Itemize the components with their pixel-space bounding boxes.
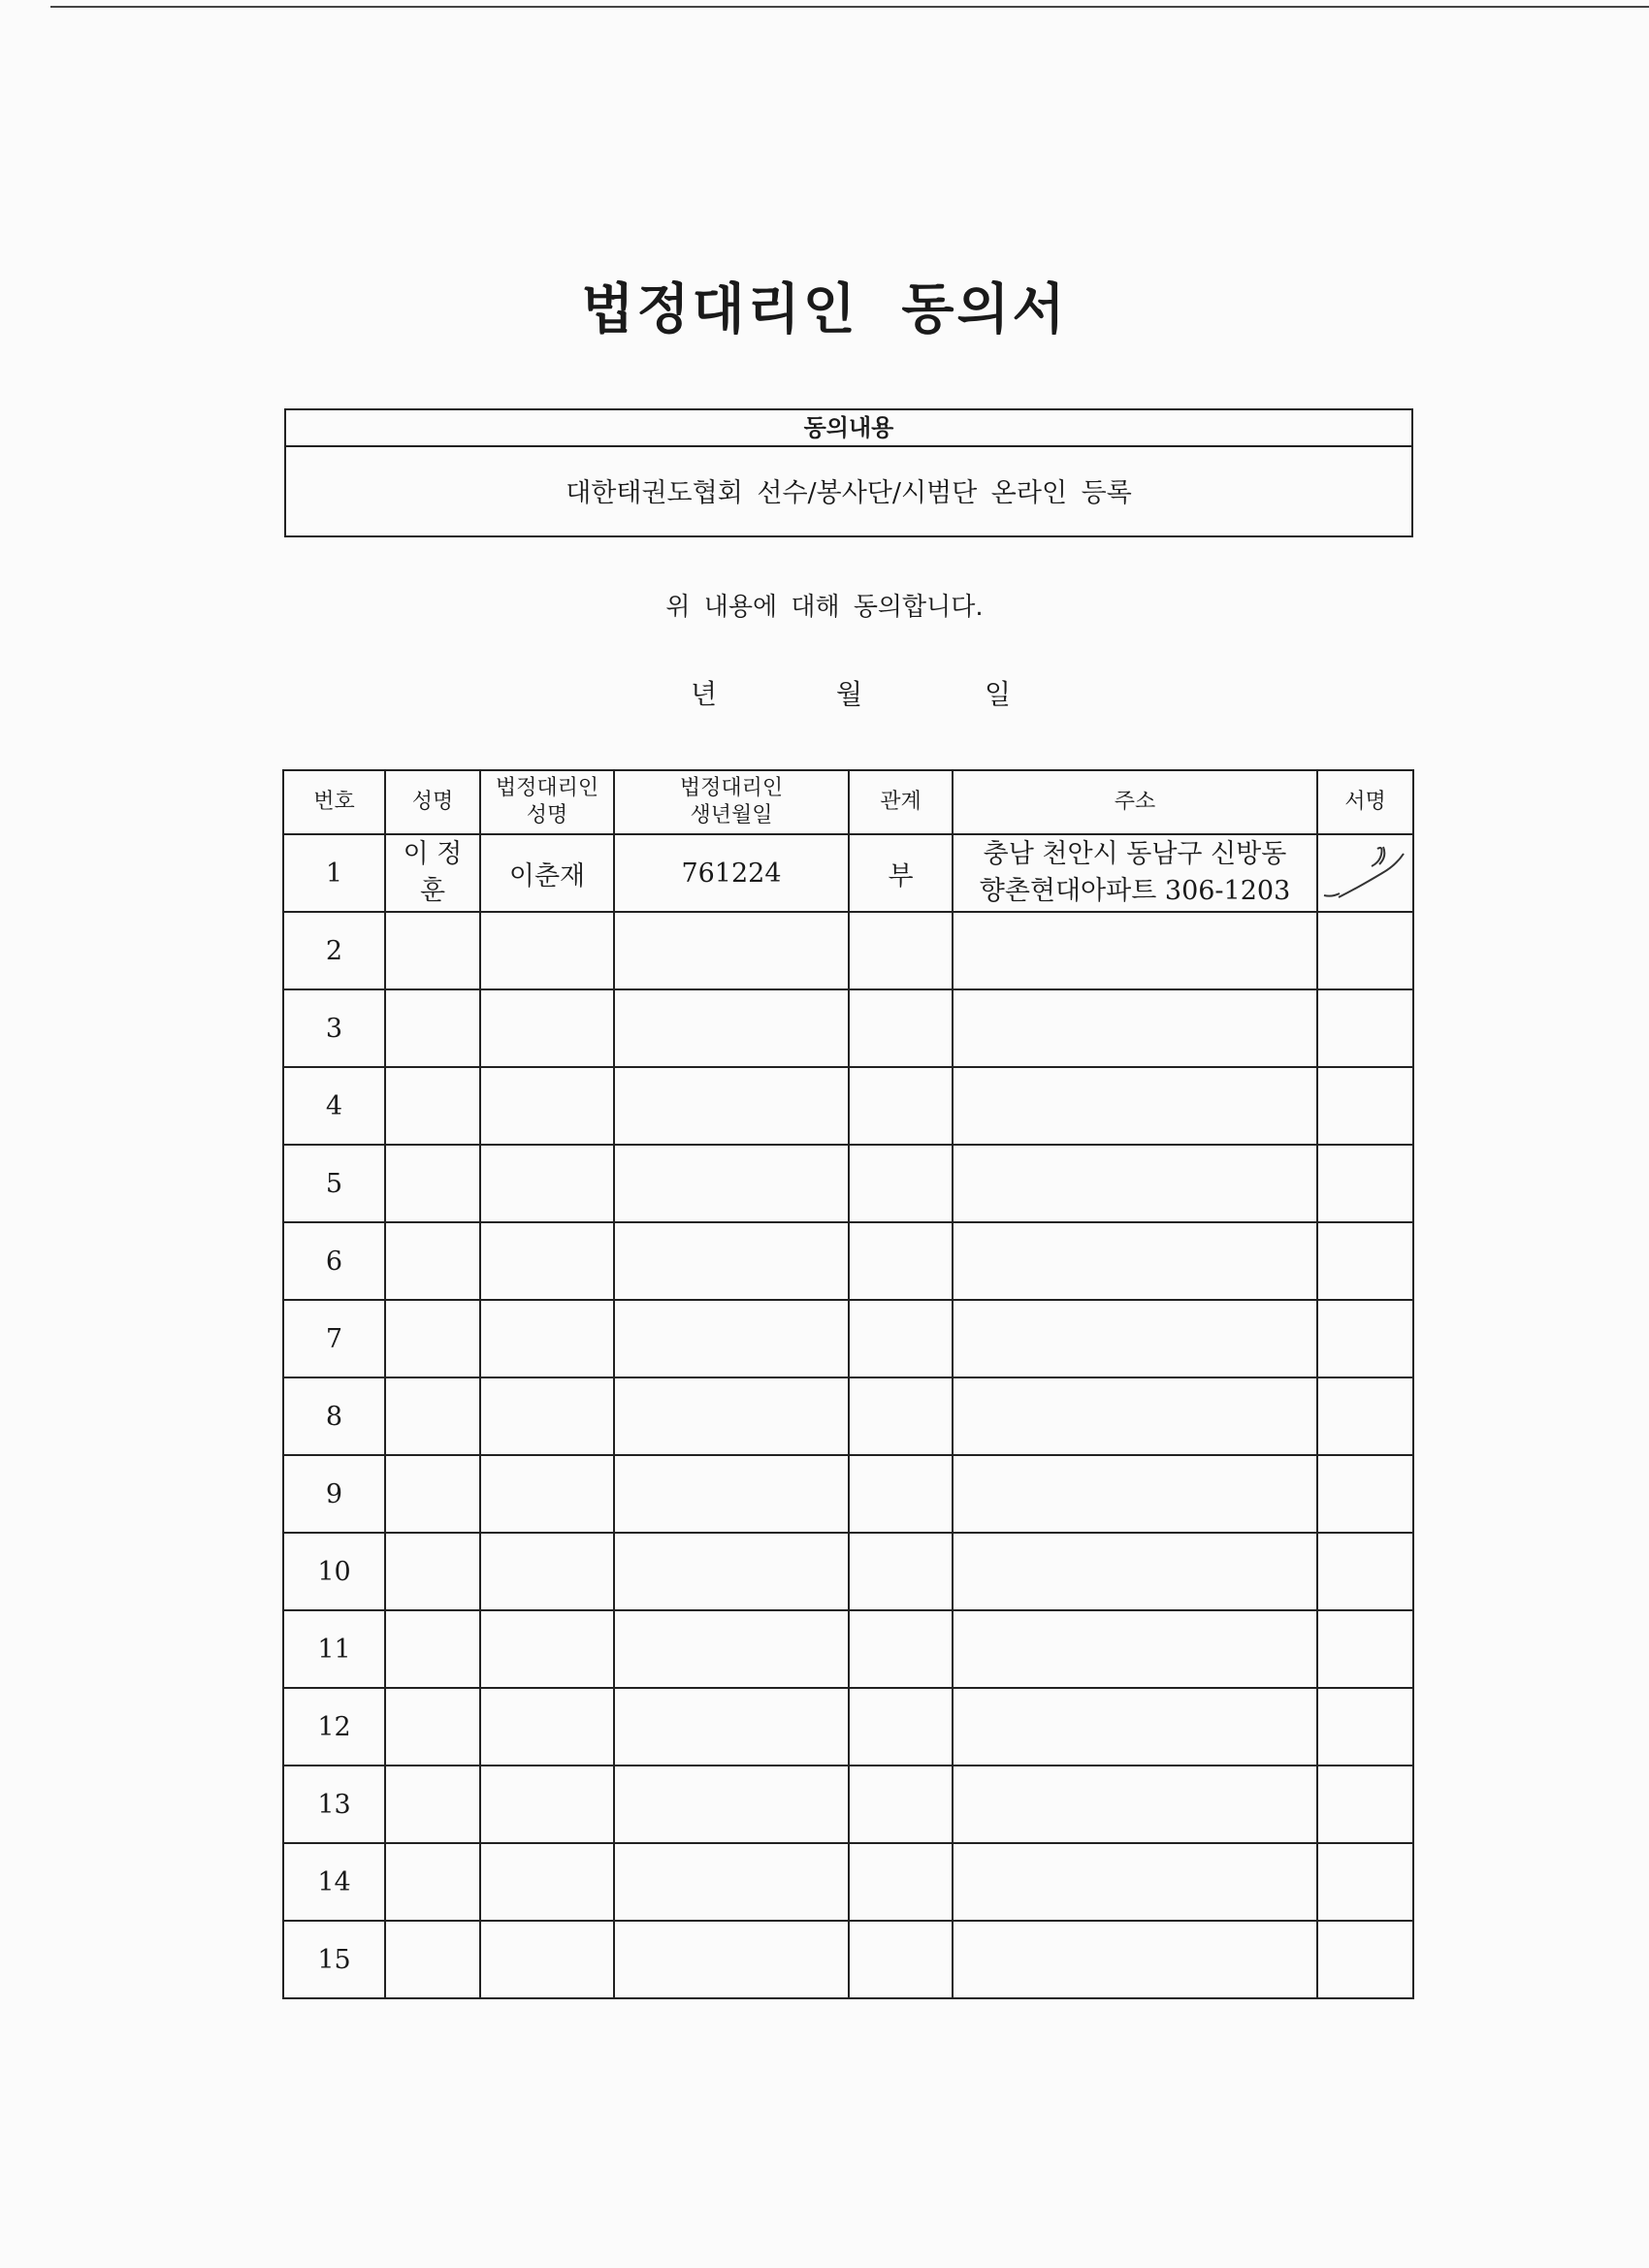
cell-guardian-birth (614, 1843, 849, 1921)
table-row (283, 1222, 1413, 1300)
cell-name (385, 1455, 480, 1533)
cell-relation (849, 1688, 953, 1766)
cell-name (385, 1688, 480, 1766)
cell-relation (849, 912, 953, 989)
cell-address (953, 1688, 1317, 1766)
cell-guardian-birth (614, 1067, 849, 1145)
cell-signature (1317, 1067, 1413, 1145)
table-row (283, 1688, 1413, 1766)
header-relation: 관계 (849, 770, 953, 834)
cell-no: 15 (283, 1921, 385, 1998)
cell-signature (1317, 834, 1413, 912)
cell-guardian-birth (614, 1533, 849, 1610)
table-row (283, 834, 1413, 912)
cell-name: 이 정 훈 (385, 834, 480, 912)
guardian-table (282, 769, 1414, 1999)
cell-no: 13 (283, 1766, 385, 1843)
cell-guardian-birth (614, 1300, 849, 1377)
cell-guardian-birth (614, 912, 849, 989)
cell-relation: 부 (849, 834, 953, 912)
cell-guardian-birth (614, 989, 849, 1067)
cell-no: 4 (283, 1067, 385, 1145)
cell-address (953, 1921, 1317, 1998)
cell-address (953, 1610, 1317, 1688)
cell-guardian-birth (614, 1145, 849, 1222)
cell-guardian-name (480, 1222, 614, 1300)
cell-address (953, 1377, 1317, 1455)
agree-statement: 위 내용에 대해 동의합니다. (665, 593, 984, 622)
cell-signature (1317, 1921, 1413, 1998)
cell-guardian-name (480, 1300, 614, 1377)
consent-header: 동의내용 (286, 410, 1411, 447)
cell-signature (1317, 1610, 1413, 1688)
cell-no: 5 (283, 1145, 385, 1222)
table-row (283, 1067, 1413, 1145)
cell-relation (849, 989, 953, 1067)
consent-box (284, 408, 1413, 537)
cell-relation (849, 1222, 953, 1300)
date-day-label: 일 (985, 678, 1012, 710)
cell-guardian-name (480, 1610, 614, 1688)
cell-signature (1317, 1145, 1413, 1222)
cell-no: 6 (283, 1222, 385, 1300)
table-row (283, 1610, 1413, 1688)
cell-signature (1317, 1300, 1413, 1377)
cell-address (953, 1843, 1317, 1921)
cell-name (385, 912, 480, 989)
table-row (283, 1843, 1413, 1921)
cell-name (385, 1610, 480, 1688)
cell-guardian-birth (614, 1688, 849, 1766)
cell-relation (849, 1455, 953, 1533)
scan-edge-line (50, 6, 1649, 8)
cell-guardian-name (480, 1921, 614, 1998)
cell-guardian-name (480, 1067, 614, 1145)
cell-name (385, 1067, 480, 1145)
table-row (283, 1145, 1413, 1222)
cell-name (385, 1921, 480, 1998)
cell-guardian-name (480, 1455, 614, 1533)
cell-signature (1317, 1843, 1413, 1921)
cell-signature (1317, 912, 1413, 989)
cell-address (953, 1533, 1317, 1610)
cell-relation (849, 1145, 953, 1222)
cell-no: 8 (283, 1377, 385, 1455)
table-row (283, 1921, 1413, 1998)
cell-no: 11 (283, 1610, 385, 1688)
cell-address (953, 1455, 1317, 1533)
cell-signature (1317, 1377, 1413, 1455)
table-row (283, 1766, 1413, 1843)
header-signature: 서명 (1317, 770, 1413, 834)
cell-address (953, 1300, 1317, 1377)
cell-name (385, 1843, 480, 1921)
cell-name (385, 1533, 480, 1610)
page-title: 법정대리인 동의서 (581, 278, 1068, 341)
table-row (283, 989, 1413, 1067)
cell-name (385, 989, 480, 1067)
cell-guardian-birth (614, 1921, 849, 1998)
cell-no: 10 (283, 1533, 385, 1610)
cell-address (953, 1222, 1317, 1300)
date-month-label: 월 (836, 678, 863, 710)
consent-body: 대한태권도협회 선수/봉사단/시범단 온라인 등록 (566, 478, 1132, 508)
cell-relation (849, 1377, 953, 1455)
cell-guardian-birth (614, 1766, 849, 1843)
cell-no: 7 (283, 1300, 385, 1377)
handwritten-signature (1319, 839, 1411, 907)
cell-guardian-birth (614, 1610, 849, 1688)
cell-name (385, 1145, 480, 1222)
table-row (283, 1300, 1413, 1377)
header-guardian-birth: 법정대리인 생년월일 (614, 770, 849, 834)
cell-no: 1 (283, 834, 385, 912)
cell-guardian-name (480, 1843, 614, 1921)
date-line (0, 673, 1649, 712)
cell-no: 2 (283, 912, 385, 989)
cell-no: 14 (283, 1843, 385, 1921)
cell-relation (849, 1300, 953, 1377)
cell-address (953, 989, 1317, 1067)
cell-name (385, 1300, 480, 1377)
table-header-row (283, 770, 1413, 834)
cell-guardian-birth (614, 1455, 849, 1533)
cell-guardian-birth (614, 1377, 849, 1455)
cell-guardian-birth: 761224 (614, 834, 849, 912)
cell-guardian-birth (614, 1222, 849, 1300)
cell-no: 3 (283, 989, 385, 1067)
cell-address: 충남 천안시 동남구 신방동 향촌현대아파트 306-1203 (953, 834, 1317, 912)
cell-signature (1317, 989, 1413, 1067)
table-row (283, 912, 1413, 989)
cell-guardian-name (480, 1766, 614, 1843)
cell-address (953, 1145, 1317, 1222)
cell-address (953, 1067, 1317, 1145)
cell-guardian-name (480, 989, 614, 1067)
cell-signature (1317, 1455, 1413, 1533)
cell-address (953, 912, 1317, 989)
cell-guardian-name (480, 1377, 614, 1455)
header-address: 주소 (953, 770, 1317, 834)
cell-address (953, 1766, 1317, 1843)
cell-guardian-name (480, 1533, 614, 1610)
date-year-label: 년 (691, 678, 718, 710)
cell-signature (1317, 1533, 1413, 1610)
cell-guardian-name (480, 1145, 614, 1222)
cell-relation (849, 1766, 953, 1843)
table-row (283, 1377, 1413, 1455)
cell-name (385, 1222, 480, 1300)
cell-signature (1317, 1222, 1413, 1300)
table-row (283, 1533, 1413, 1610)
header-guardian-name: 법정대리인 성명 (480, 770, 614, 834)
cell-signature (1317, 1766, 1413, 1843)
cell-name (385, 1766, 480, 1843)
cell-relation (849, 1067, 953, 1145)
header-name: 성명 (385, 770, 480, 834)
cell-no: 9 (283, 1455, 385, 1533)
cell-guardian-name: 이춘재 (480, 834, 614, 912)
table-row (283, 1455, 1413, 1533)
cell-relation (849, 1843, 953, 1921)
cell-relation (849, 1610, 953, 1688)
cell-relation (849, 1921, 953, 1998)
cell-guardian-name (480, 1688, 614, 1766)
cell-no: 12 (283, 1688, 385, 1766)
cell-guardian-name (480, 912, 614, 989)
cell-name (385, 1377, 480, 1455)
header-no: 번호 (283, 770, 385, 834)
cell-relation (849, 1533, 953, 1610)
cell-signature (1317, 1688, 1413, 1766)
